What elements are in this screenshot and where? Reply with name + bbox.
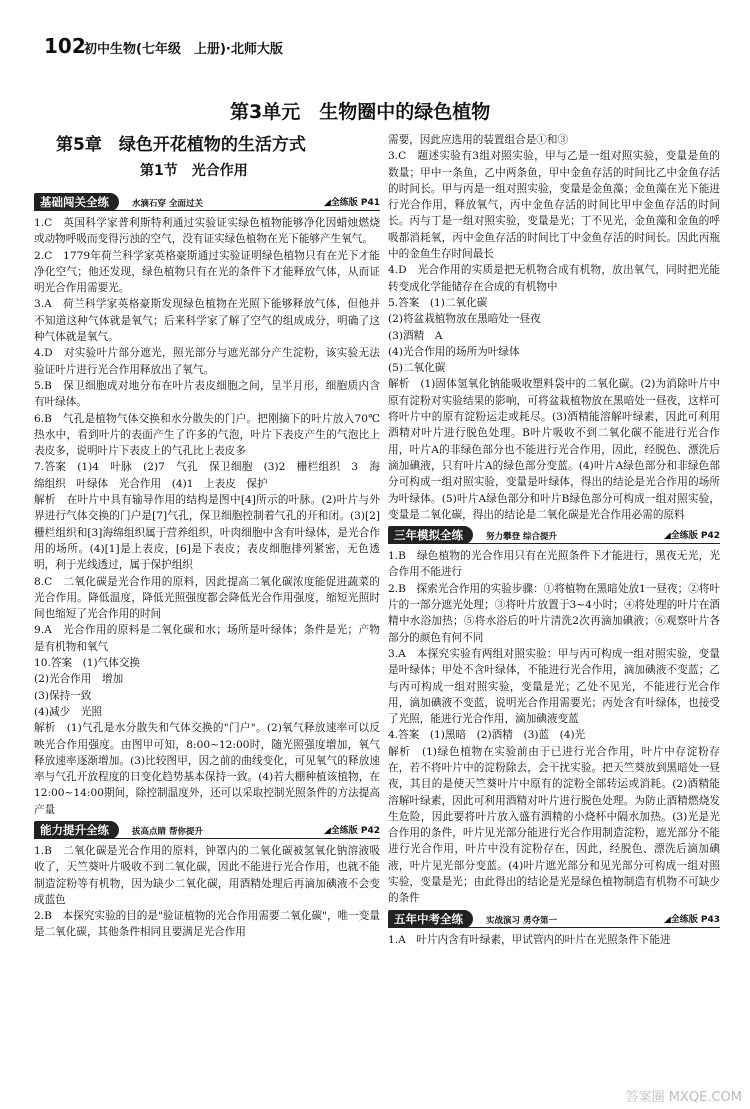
banner-basic — [34, 192, 380, 211]
answer-paragraph: 1.B 绿色植物的光合作用只有在光照条件下才能进行，黑夜无光，光合作用不能进行 — [388, 550, 720, 579]
banner-ability-label: 能力提升全练 — [34, 821, 119, 839]
answer-paragraph: 9.A 光合作用的原料是二氧化碳和水；场所是叶绿体；条件是光；产物是有机物和氧气 — [34, 624, 380, 653]
answer-paragraph: 7.答案 (1)4 叶脉 (2)7 气孔 保卫细胞 (3)2 栅栏组织 3 海绵组织 叶绿体 光合作用 (4)1 上表皮 保护 — [34, 461, 380, 490]
answer-paragraph: 解析 (1)绿色植物在实验前由于已进行光合作用，叶片中存淀粉存在，若不将叶片中的淀粉除去，会干扰实验。把天竺葵放到黑暗处一昼夜，其目的是使天竺葵叶片中原有的淀粉全部转运或消耗。(2)酒精能溶解叶绿素，因此可利用酒精对叶片进行脱色处理。为防止酒精燃烧发生危险，因此要将叶片放入盛有酒精的小烧杯中隔水加热。(3)光是光合作用的条件，叶片见光部分能进行光合作用制造淀粉，遮光部分不能进行光合作用，叶片中没有淀粉存在，因此，经脱色、漂洗后滴加碘液，叶片见光部分变蓝。(4)叶片遮光部分和见光部分可构成一组对照实验，变量是光；由此得出的结论是光是绿色植物制造有机物不可缺少的条件 — [388, 745, 720, 905]
answer-paragraph: (4)光合作用的场所为叶绿体 — [388, 345, 520, 358]
answer-paragraph: (3)保持一致 — [34, 689, 92, 702]
chapter-title: 第5章 绿色开花植物的生活方式 — [56, 135, 306, 155]
banner-basic-sub: 水滴石穿 全面过关 — [132, 199, 203, 209]
five-year-answers — [388, 932, 720, 948]
basic-answers — [34, 215, 380, 818]
answer-paragraph: 3.C 题述实验有3组对照实验，甲与乙是一组对照实验，变量是鱼的数量；甲中一条鱼，乙中两条鱼，甲中金鱼存活的时间比乙中金鱼存活的时间长。甲与丙是一组对照实验，变量是金鱼藻；金鱼藻在光下能进行光合作用，释放氧气，丙中金鱼存活的时间比甲中金鱼存活的时间长。丙与丁是一组对照实验，变量是光；丁不见光，金鱼藻和金鱼的呼吸都消耗氧，丙中金鱼存活的时间比丁中金鱼存活的时间长。因此丙瓶中的金鱼生存时间最长 — [388, 150, 720, 261]
page-number: 102 — [44, 34, 86, 58]
right-column — [388, 132, 720, 948]
banner-five-year — [388, 909, 720, 928]
banner-ability — [34, 820, 380, 839]
ability-answers — [34, 843, 380, 941]
ability-answers-continued — [388, 132, 720, 523]
answer-paragraph: (4)减少 光照 — [34, 705, 102, 718]
answer-paragraph: 5.B 保卫细胞成对地分布在叶片表皮细胞之间，呈半月形，细胞质内含有叶绿体。 — [34, 379, 380, 409]
answer-paragraph: 8.C 二氧化碳是光合作用的原料，因此提高二氧化碳浓度能促进蔬菜的光合作用。降低温度，降低光照强度都会降低光合作用强度，缩短光照时间也缩短了光合作用的时间 — [34, 575, 380, 621]
three-year-answers — [388, 548, 720, 907]
answer-paragraph: 6.B 气孔是植物气体交换和水分散失的门户。把刚摘下的叶片放入70℃热水中，看到叶片的表面产生了许多的气泡，叶片下表皮产生的气泡比上表皮多，说明叶片下表皮上的气孔比上表皮多 — [34, 412, 380, 458]
banner-ability-sub: 拔高点睛 帮你提升 — [132, 826, 203, 837]
banner-three-year-ref: ◢全练版 P42 — [663, 531, 720, 542]
answer-paragraph: (3)酒精 A — [388, 329, 443, 342]
answer-paragraph: 解析 (1)固体氢氧化钠能吸收塑料袋中的二氧化碳。(2)为消除叶片中原有淀粉对实验结果的影响，可将盆栽植物放在黑暗处一昼夜，这样可将叶片中的原有淀粉运走或耗尽。(3)酒精能溶解叶绿素，因此可利用酒精对叶片进行脱色处理。B叶片吸收不到二氧化碳不能进行光合作用，叶片A的非绿色部分也不能进行光合作用，因此，经脱色、漂洗后滴加碘液，只有叶片A的绿色部分变蓝。(4)叶片A绿色部分和非绿色部分可构成一组对照实验，变量是叶绿体，得出的结论是光合作用的场所为叶绿体。(5)叶片A绿色部分和叶片B绿色部分可构成一组对照实验，变量是二氧化碳，得出的结论是二氧化碳是光合作用必需的原料 — [388, 378, 720, 521]
answer-paragraph: 4.D 光合作用的实质是把无机物合成有机物，放出氧气，同时把光能转变成化学能储存在合成的有机物中 — [388, 264, 720, 293]
banner-ability-ref: ◢全练版 P42 — [323, 825, 380, 836]
answer-paragraph: (5)二氧化碳 — [388, 362, 446, 375]
answer-paragraph: 1.A 叶片内含有叶绿素，甲试管内的叶片在光照条件下能进 — [388, 933, 671, 946]
answer-paragraph: (2)光合作用 增加 — [34, 673, 124, 686]
section-title: 第1节 光合作用 — [140, 163, 248, 179]
page-header — [44, 34, 734, 60]
answer-paragraph: 3.A 荷兰科学家英格豪斯发现绿色植物在光照下能够释放气体，但他并不知道这种气体就是氧气；后来科学家了解了空气的组成成分，明确了这种气体就是氧气。 — [34, 298, 380, 344]
watermark: 答案圈 MXQE.COM — [625, 1090, 742, 1105]
answer-paragraph: 2.B 探索光合作用的实验步骤：①将植物在黑暗处放1一昼夜；②将叶片的一部分遮光处理；③将叶片放置于3~4小时；④将处理的叶片在酒精中水浴加热；⑤将水浴后的叶片清洗2次再滴加碘液；⑥观察叶片各部分的颜色有何不同 — [388, 582, 720, 644]
banner-basic-label: 基础闯关全练 — [34, 193, 119, 211]
answer-paragraph: 2.C 1779年荷兰科学家英格豪斯通过实验证明绿色植物只有在光下才能净化空气；他还发现，绿色植物只有在光的条件下才能释放气体，从而证明光合作用需要光。 — [34, 249, 380, 295]
answer-paragraph: 需要，因此应选用的装置组合是①和③ — [388, 134, 569, 146]
answer-paragraph: 1.C 英国科学家普利斯特利通过实验证实绿色植物能够净化因蜡烛燃烧或动物呼吸而变得污浊的空气，没有证实绿色植物在光下能够产生氧气。 — [34, 217, 380, 246]
answer-paragraph: 10.答案 (1)气体交换 — [34, 657, 141, 670]
book-title: 初中生物(七年级 上册)·北师大版 — [84, 42, 283, 57]
banner-five-year-label: 五年中考全练 — [388, 910, 473, 928]
answer-paragraph: 5.答案 (1)二氧化碳 — [388, 296, 488, 309]
answer-paragraph: 4.答案 (1)黑暗 (2)酒精 (3)蓝 (4)光 — [388, 729, 586, 742]
banner-three-year-label: 三年模拟全练 — [388, 526, 473, 544]
answer-paragraph: 解析 在叶片中具有输导作用的结构是图中[4]所示的叶脉。(2)叶片与外界进行气体交换的门户是[7]气孔，保卫细胞控制着气孔的开和闭。(3)[2]栅栏组织和[3]海绵组织属于营养组织，叶肉细胞中含有叶绿体，是光合作用的场所。(4)[1]是上表皮，[6]是下表皮；表皮细胞排列紧密，无色透明，利于光线透过，属于保护组织 — [34, 494, 380, 572]
answer-paragraph: 1.B 二氧化碳是光合作用的原料，钟罩内的二氧化碳被氢氧化钠溶液吸收了，天竺葵叶片吸收不到二氧化碳，因此不能进行光合作用，也就不能制造淀粉等有机物，因为缺少二氧化碳，用酒精处理后再滴加碘液不会变成蓝色 — [34, 844, 380, 906]
banner-five-year-ref: ◢全练版 P43 — [663, 914, 720, 925]
banner-five-year-sub: 实战演习 勇夺第一 — [486, 915, 557, 926]
unit-title: 第3单元 生物圈中的绿色植物 — [230, 101, 491, 123]
answer-paragraph: 2.B 本探究实验的目的是"验证植物的光合作用需要二氧化碳"，唯一变量是二氧化碳，其他条件相同且要满足光合作用 — [34, 910, 380, 939]
answer-paragraph: (2)将盆栽植物放在黑暗处一昼夜 — [388, 313, 541, 326]
left-column — [34, 190, 380, 941]
answer-paragraph: 3.A 本探究实验有两组对照实验：甲与丙可构成一组对照实验，变量是叶绿体；甲处不含叶绿体，不能进行光合作用，滴加碘液不变蓝；乙与丙可构成一组对照实验，变量是光；乙处不见光，不能进行光合作用，滴加碘液不变蓝，说明光合作用需要光；丙处含有叶绿体，也接受了光照，能进行光合作用，滴加碘液变蓝 — [388, 647, 720, 726]
banner-three-year-sub: 努力攀登 综合提升 — [486, 532, 557, 543]
answer-paragraph: 4.D 对实验叶片部分遮光，照光部分与遮光部分产生淀粉，该实验无法验证叶片进行光合作用释放出了氧气。 — [34, 347, 380, 376]
banner-basic-ref: ◢全练版 P41 — [323, 198, 380, 208]
answer-paragraph: 解析 (1)气孔是水分散失和气体交换的"门户"。(2)氧气释放速率可以反映光合作用强度。由图甲可知，8:00~12:00时，随光照强度增加，氧气释放速率逐渐增加。(3)比较图甲，因之前的曲线变化，可见氧气的释放速率与气孔开放程度的日变化趋势基本保持一致。(4)若大棚种植该植物，在12:00~14:00期间，除控制温度外，还可以采取控制光照条件的方法提高产量 — [34, 722, 380, 816]
banner-three-year — [388, 525, 720, 544]
